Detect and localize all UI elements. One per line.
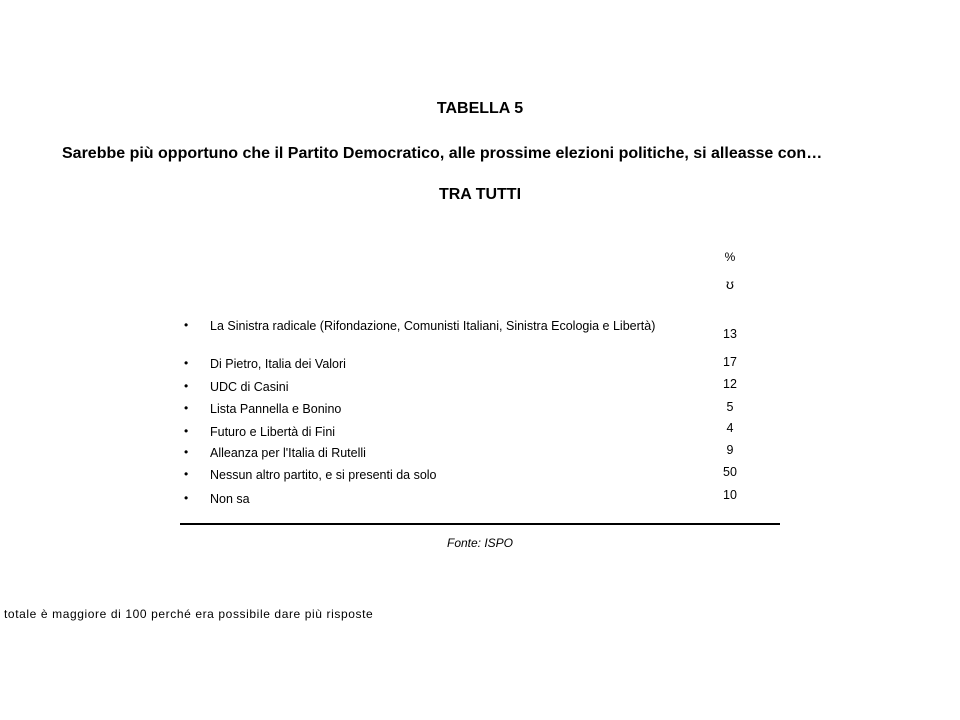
row-label: La Sinistra radicale (Rifondazione, Comunisti Italiani, Sinistra Ecologia e Libertà) xyxy=(210,319,656,333)
column-symbol: ʊ xyxy=(726,276,734,292)
table-title: TABELLA 5 xyxy=(436,100,524,117)
footnote: totale è maggiore di 100 perché era possibile dare più risposte xyxy=(4,607,374,621)
table-bottom-rule xyxy=(180,523,780,525)
table-subtitle: TRA TUTTI xyxy=(438,186,522,203)
row-value: 12 xyxy=(723,377,737,391)
bullet-icon: • xyxy=(184,491,189,505)
bullet-icon: • xyxy=(184,379,189,393)
bullet-icon: • xyxy=(184,467,189,481)
row-value: 13 xyxy=(723,327,737,341)
bullet-icon: • xyxy=(184,401,189,415)
row-label: Nessun altro partito, e si presenti da solo xyxy=(210,468,437,482)
bullet-icon: • xyxy=(184,318,189,332)
row-label: Futuro e Libertà di Fini xyxy=(210,425,336,439)
row-value: 17 xyxy=(723,355,737,369)
row-value: 4 xyxy=(726,421,734,435)
row-label: Non sa xyxy=(210,492,250,506)
bullet-icon: • xyxy=(184,424,189,438)
row-label: Alleanza per l'Italia di Rutelli xyxy=(210,446,366,460)
row-label: Lista Pannella e Bonino xyxy=(210,402,342,416)
source-note: Fonte: ISPO xyxy=(446,536,514,550)
percent-column-header: % xyxy=(724,250,736,264)
row-label: Di Pietro, Italia dei Valori xyxy=(210,357,346,371)
row-value: 9 xyxy=(726,443,734,457)
row-label: UDC di Casini xyxy=(210,380,289,394)
row-value: 10 xyxy=(723,488,737,502)
row-value: 5 xyxy=(726,400,734,414)
survey-question: Sarebbe più opportuno che il Partito Democratico, alle prossime elezioni politiche, si alleasse con… xyxy=(62,145,823,162)
bullet-icon: • xyxy=(184,445,189,459)
row-value: 50 xyxy=(723,465,737,479)
bullet-icon: • xyxy=(184,356,189,370)
